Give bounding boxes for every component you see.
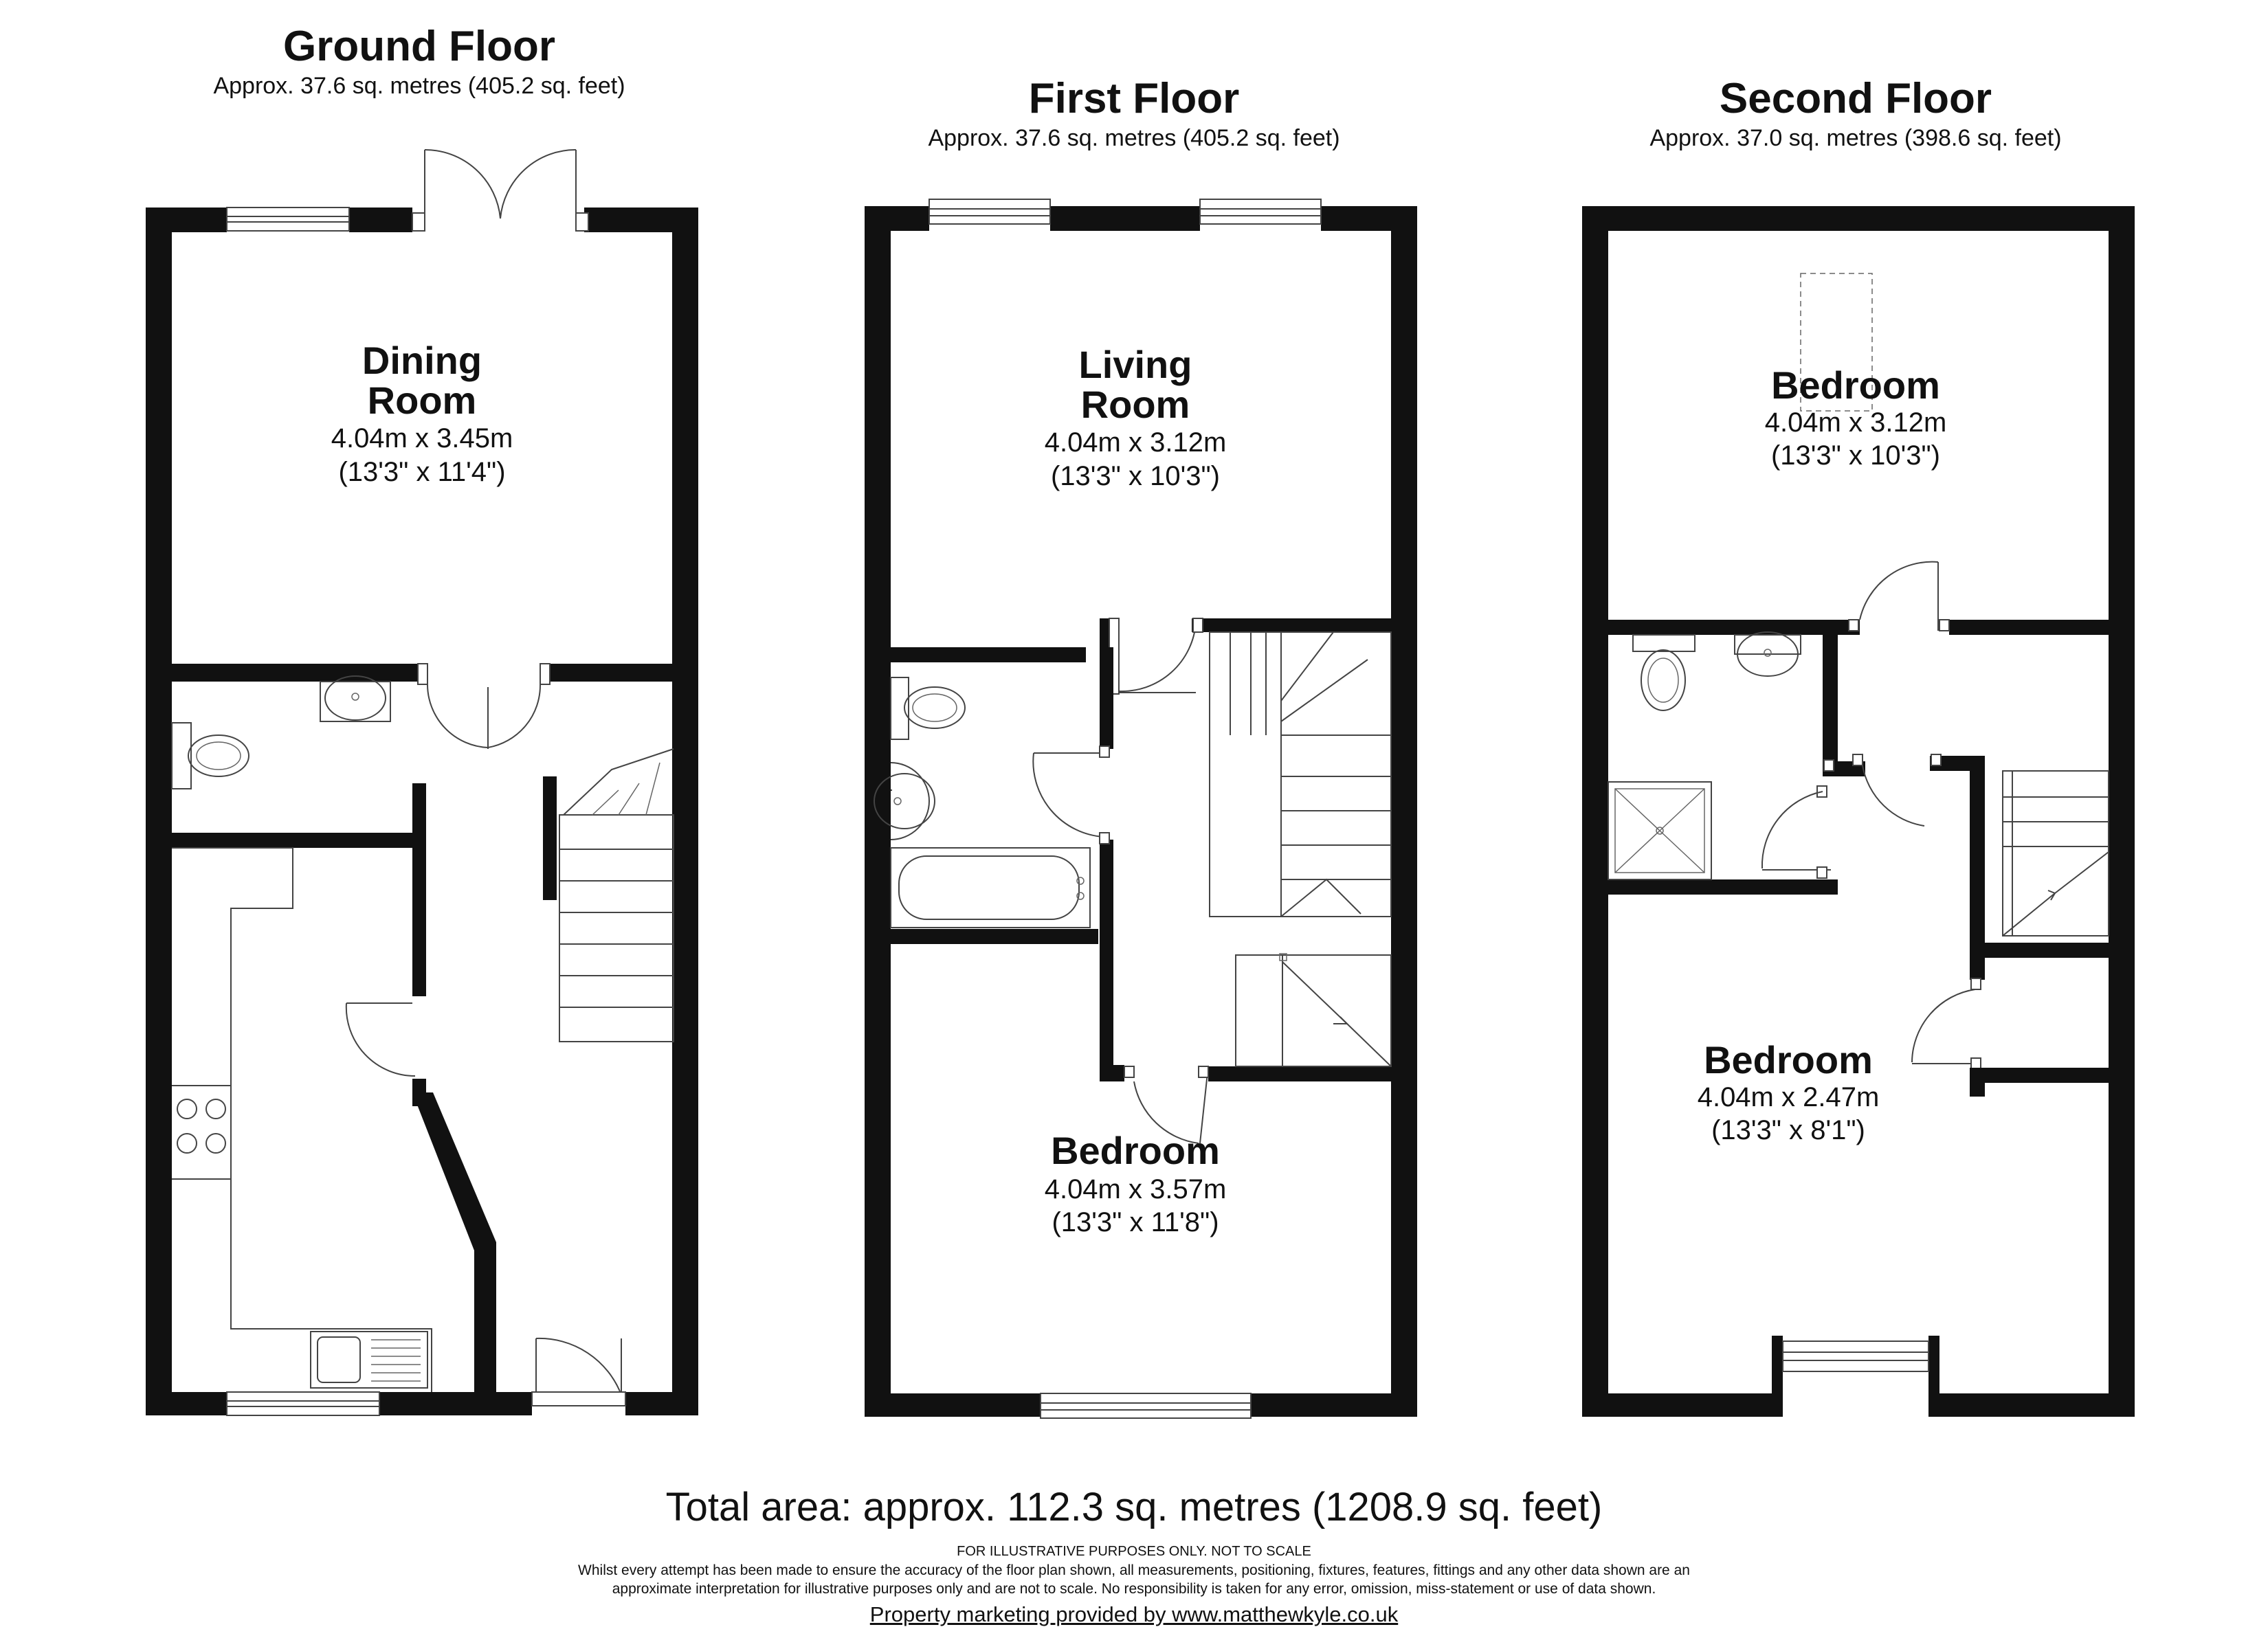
credit-line [0, 1602, 2268, 1627]
room-label-first-floor-bedroom [1045, 1129, 1227, 1237]
door [346, 1003, 415, 1076]
room-name: Living [1078, 343, 1192, 386]
door [1762, 786, 1831, 878]
wall [1251, 1393, 1417, 1417]
hob [177, 1099, 225, 1153]
room-label-second-floor-bedroom-bottom [1698, 1038, 1880, 1145]
wall [1582, 1393, 1783, 1417]
wall [1100, 840, 1113, 944]
staircase [1210, 632, 1391, 1066]
window [1783, 1341, 1928, 1371]
room-name: Bedroom [1051, 1129, 1220, 1172]
wall [1100, 647, 1113, 749]
wall [1050, 206, 1200, 231]
wall [1582, 879, 1838, 895]
room-name: Room [367, 379, 477, 422]
staircase [559, 749, 674, 1042]
room-name: Room [1080, 383, 1190, 426]
wall [1970, 1068, 2135, 1083]
shower-tray [1608, 782, 1711, 879]
wall [672, 207, 698, 1415]
room-dimensions-metric: 4.04m x 3.45m [331, 423, 513, 453]
kitchen-sink [311, 1332, 427, 1388]
wall [146, 207, 227, 232]
door [1033, 746, 1109, 844]
basin [320, 676, 390, 721]
room-label-second-floor-bedroom-top [1765, 363, 1947, 471]
bath [891, 848, 1090, 928]
disclaimer-line: approximate interpretation for illustrative purposes only and are not to scale. No responsibility is taken for any error, omission, miss-statement or use of data shown. [612, 1581, 1656, 1597]
disclaimer-line: Whilst every attempt has been made to ensure the accuracy of the floor plan shown, all measurements, positioning, fixtures, features, fittings and any other data shown are an [578, 1562, 1690, 1578]
worktop [172, 848, 432, 1392]
wall [625, 1392, 698, 1415]
room-name: Bedroom [1771, 363, 1940, 407]
window [1200, 199, 1321, 224]
wall [540, 664, 698, 682]
room-dimensions-metric: 4.04m x 3.12m [1764, 407, 1947, 438]
illustrative-notice: FOR ILLUSTRATIVE PURPOSES ONLY. NOT TO SCALE [957, 1544, 1311, 1559]
wall [146, 664, 426, 682]
wall [146, 1392, 227, 1415]
room-label-dining-room [331, 339, 513, 487]
window [1041, 1393, 1251, 1418]
room-dimensions-metric: 4.04m x 3.12m [1044, 427, 1227, 458]
window [227, 1392, 379, 1415]
wall [865, 929, 1098, 944]
floor-title: Ground Floor [282, 23, 556, 70]
floor-area: Approx. 37.0 sq. metres (398.6 sq. feet) [1649, 125, 2062, 151]
wall [1970, 756, 1985, 962]
wall [1949, 620, 2135, 635]
wall [2109, 206, 2135, 1417]
wall [412, 783, 426, 996]
wall [146, 833, 414, 848]
room-dimensions-imperial: (13'3" x 11'4") [338, 457, 506, 487]
wall [1970, 958, 1985, 980]
room-dimensions-imperial: (13'3" x 8'1") [1711, 1115, 1865, 1145]
window [227, 207, 349, 231]
wall [865, 647, 1086, 662]
wall [1208, 1066, 1417, 1081]
floor-area: Approx. 37.6 sq. metres (405.2 sq. feet) [928, 125, 1340, 151]
toilet [1633, 635, 1695, 710]
door [1849, 562, 1949, 631]
front-door [532, 1338, 625, 1406]
wall [543, 776, 557, 900]
room-dimensions-metric: 4.04m x 2.47m [1697, 1082, 1880, 1112]
toilet [172, 723, 249, 789]
room-label-living-room [1045, 343, 1227, 491]
toilet [891, 677, 965, 739]
floor-area: Approx. 37.6 sq. metres (405.2 sq. feet) [213, 73, 625, 99]
wall [379, 1392, 532, 1415]
wall [865, 1393, 1041, 1417]
wall [349, 207, 412, 232]
wall [1928, 1336, 1939, 1395]
door [1119, 622, 1196, 693]
door [427, 684, 540, 749]
wall [1582, 206, 2135, 231]
room-name: Bedroom [1704, 1038, 1873, 1081]
wall [865, 206, 929, 231]
wall [1928, 1393, 2135, 1417]
wall [1391, 206, 1417, 1417]
window [929, 199, 1050, 224]
wall [1582, 620, 1860, 635]
room-dimensions-imperial: (13'3" x 10'3") [1050, 461, 1221, 491]
wall [146, 207, 172, 1415]
wall [1100, 944, 1113, 1081]
wall [865, 206, 891, 1417]
disclaimer [0, 1561, 2268, 1598]
wall [1582, 206, 1608, 1417]
wall [584, 207, 698, 232]
door [1912, 978, 1981, 1069]
room-dimensions-imperial: (13'3" x 10'3") [1770, 440, 1941, 471]
floor-title: Second Floor [1719, 75, 1992, 122]
wall [412, 1092, 496, 1392]
basin [1735, 632, 1801, 676]
staircase [2003, 771, 2109, 936]
wall [1321, 206, 1417, 231]
room-name: Dining [362, 339, 482, 382]
room-dimensions-metric: 4.04m x 3.57m [1044, 1174, 1227, 1204]
wall [1823, 635, 1838, 767]
floor-title: First Floor [1028, 75, 1240, 122]
wall [1970, 943, 2135, 958]
room-dimensions-imperial: (13'3" x 11'8") [1052, 1207, 1219, 1237]
wall [1192, 618, 1417, 632]
wall [1100, 618, 1109, 649]
french-doors [412, 150, 588, 231]
wall [1772, 1336, 1783, 1347]
credit-link[interactable]: Property marketing provided by www.matthewkyle.co.uk [869, 1602, 1399, 1626]
wall [1100, 1065, 1124, 1081]
total-area: Total area: approx. 112.3 sq. metres (1208.9 sq. feet) [665, 1485, 1603, 1529]
